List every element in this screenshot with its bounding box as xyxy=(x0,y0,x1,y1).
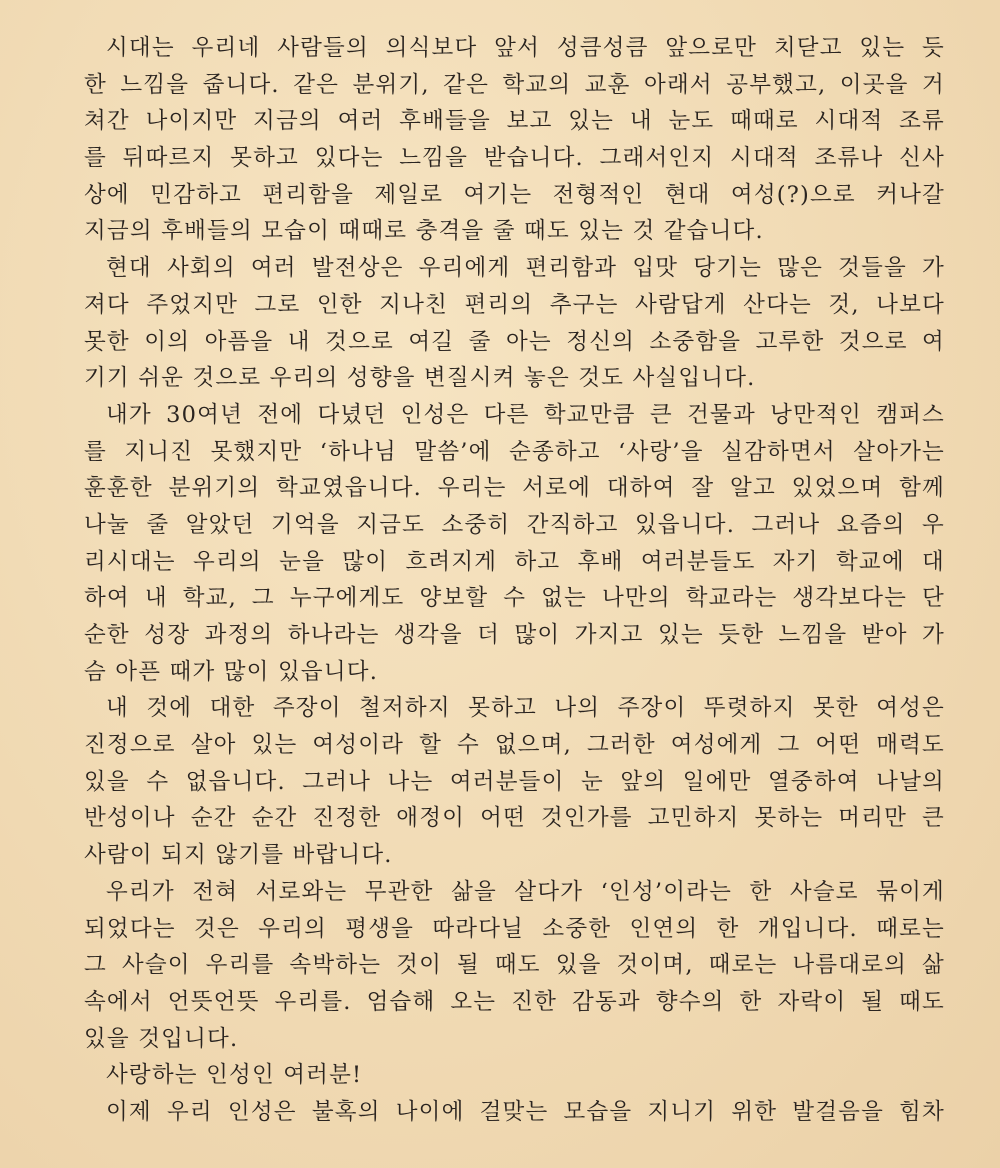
text-line: 슴 아픈 때가 많이 있읍니다. xyxy=(84,658,379,685)
text-line: 되었다는 것은 우리의 평생을 따라다닐 소중한 인연의 한 개입니다. 때로는 xyxy=(84,915,945,942)
text-line: 반성이나 순간 순간 진정한 애정이 어떤 것인가를 고민하지 못하는 머리만 큰 xyxy=(84,805,945,832)
text-line: 내가 30여년 전에 다녔던 인성은 다른 학교만큼 큰 건물과 낭만적인 캠퍼스 xyxy=(106,401,945,428)
text-line: 지금의 후배들의 모습이 때때로 충격을 줄 때도 있는 것 같습니다. xyxy=(84,218,764,245)
text-line: 사람이 되지 않기를 바랍니다. xyxy=(84,842,393,869)
text-line: 져다 주었지만 그로 인한 지나친 편리의 추구는 사람답게 산다는 것, 나보다 xyxy=(84,291,945,318)
text-line: 우리가 전혀 서로와는 무관한 삶을 살다가 ‘인성’이라는 한 사슬로 묶이게 xyxy=(106,878,945,905)
text-line: 시대는 우리네 사람들의 의식보다 앞서 성큼성큼 앞으로만 치닫고 있는 듯 xyxy=(106,35,945,61)
text-line: 그 사슬이 우리를 속박하는 것이 될 때도 있을 것이며, 때로는 나름대로의 삶 xyxy=(84,952,945,979)
text-line: 리시대는 우리의 눈을 많이 흐려지게 하고 후배 여러분들도 자기 학교에 대 xyxy=(84,548,945,575)
text-line: 진정으로 살아 있는 여성이라 할 수 없으며, 그러한 여성에게 그 어떤 매력도 xyxy=(84,732,945,759)
text-line: 상에 민감하고 편리함을 제일로 여기는 전형적인 현대 여성(?)으로 커나갈 xyxy=(84,181,945,208)
text-line: 있을 것입니다. xyxy=(84,1025,239,1052)
text-line: 나눌 줄 알았던 기억을 지금도 소중히 간직하고 있읍니다. 그러나 요즘의 우 xyxy=(84,511,945,538)
text-line: 기기 쉬운 것으로 우리의 성향을 변질시켜 놓은 것도 사실입니다. xyxy=(84,365,756,392)
text-line: 를 뒤따르지 못하고 있다는 느낌을 받습니다. 그래서인지 시대적 조류나 신사 xyxy=(84,145,945,172)
text-line: 를 지니진 못했지만 ‘하나님 말씀’에 순종하고 ‘사랑’을 실감하면서 살아가는 xyxy=(84,438,945,465)
text-line: 이제 우리 인성은 불혹의 나이에 걸맞는 모습을 지니기 위한 발걸음을 힘차 xyxy=(106,1098,945,1125)
text-line: 내 것에 대한 주장이 철저하지 못하고 나의 주장이 뚜렷하지 못한 여성은 xyxy=(106,695,945,722)
text-line: 못한 이의 아픔을 내 것으로 여길 줄 아는 정신의 소중함을 고루한 것으로 여 xyxy=(84,328,945,355)
text-line: 사랑하는 인성인 여러분! xyxy=(106,1062,363,1089)
text-line: 하여 내 학교, 그 누구에게도 양보할 수 없는 나만의 학교라는 생각보다는 단 xyxy=(84,585,945,612)
body-text xyxy=(84,30,945,1131)
text-line: 속에서 언뜻언뜻 우리를. 엄습해 오는 진한 감동과 향수의 한 자락이 될 때도 xyxy=(84,988,945,1015)
text-line: 순한 성장 과정의 하나라는 생각을 더 많이 가지고 있는 듯한 느낌을 받아 가 xyxy=(84,622,945,648)
text-line: 현대 사회의 여러 발전상은 우리에게 편리함과 입맛 당기는 많은 것들을 가 xyxy=(106,255,945,282)
text-line: 훈훈한 분위기의 학교였읍니다. 우리는 서로에 대하여 잘 알고 있었으며 함께 xyxy=(84,475,945,502)
text-line: 한 느낌을 줍니다. 같은 분위기, 같은 학교의 교훈 아래서 공부했고, 이곳을 거 xyxy=(84,71,945,98)
text-line: 있을 수 없읍니다. 그러나 나는 여러분들이 눈 앞의 일에만 열중하여 나날의 xyxy=(84,768,945,795)
text-line: 쳐간 나이지만 지금의 여러 후배들을 보고 있는 내 눈도 때때로 시대적 조류 xyxy=(84,108,945,135)
